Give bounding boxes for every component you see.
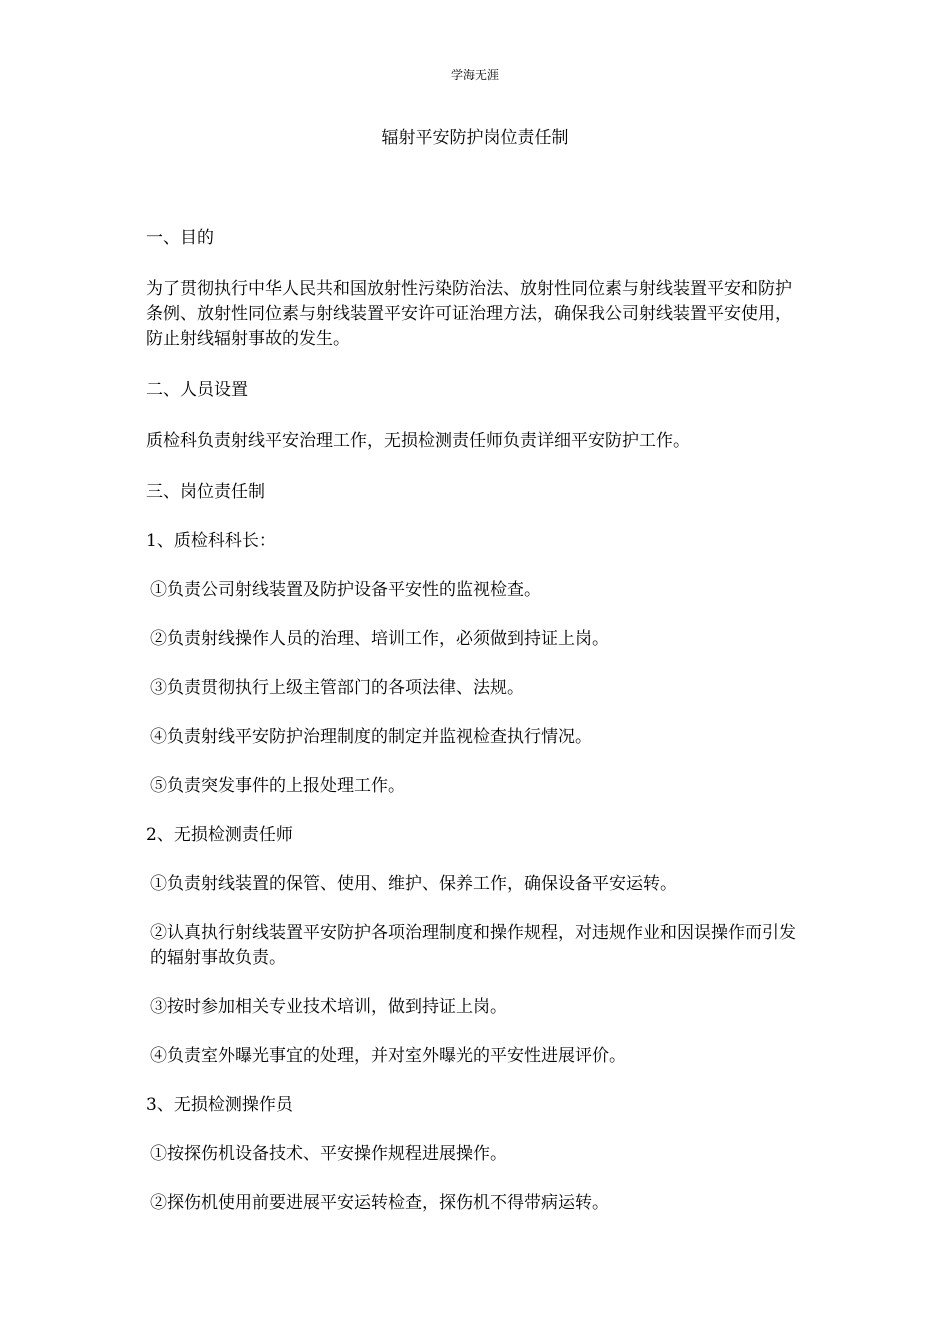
role-heading-qc-chief: 1、质检科科长： bbox=[146, 531, 276, 551]
section-heading-responsibilities: 三、岗位责任制 bbox=[146, 482, 265, 502]
paragraph-purpose: 为了贯彻执行中华人民共和国放射性污染防治法、放射性同位素与射线装置平安和防护条例、放射性同位素与射线装置平安许可证治理方法，确保我公司射线装置平安使用，防止射线辐射事故的发生。 bbox=[146, 279, 792, 349]
document-title: 辐射平安防护岗位责任制 bbox=[381, 128, 569, 148]
list-item: ①负责射线装置的保管、使用、维护、保养工作，确保设备平安运转。 bbox=[150, 874, 677, 894]
page-header: 学海无涯 bbox=[450, 68, 499, 82]
list-item: ④负责室外曝光事宜的处理，并对室外曝光的平安性进展评价。 bbox=[150, 1046, 626, 1066]
list-item: ②认真执行射线装置平安防护各项治理制度和操作规程，对违规作业和因误操作而引发的辐射事故负责。 bbox=[150, 923, 796, 968]
list-item: ③按时参加相关专业技术培训，做到持证上岗。 bbox=[150, 997, 507, 1017]
section-heading-purpose: 一、目的 bbox=[146, 228, 214, 248]
list-item: ①负责公司射线装置及防护设备平安性的监视检查。 bbox=[150, 580, 541, 600]
document-body bbox=[146, 226, 806, 1216]
section-heading-staffing: 二、人员设置 bbox=[146, 380, 248, 400]
list-item: ②负责射线操作人员的治理、培训工作，必须做到持证上岗。 bbox=[150, 629, 609, 649]
list-item: ①按探伤机设备技术、平安操作规程进展操作。 bbox=[150, 1144, 507, 1164]
list-item: ③负责贯彻执行上级主管部门的各项法律、法规。 bbox=[150, 678, 524, 698]
role-heading-ndt-operator: 3、无损检测操作员 bbox=[146, 1095, 293, 1115]
role-heading-ndt-engineer: 2、无损检测责任师 bbox=[146, 825, 293, 845]
list-item: ⑤负责突发事件的上报处理工作。 bbox=[150, 776, 405, 796]
paragraph-staffing: 质检科负责射线平安治理工作，无损检测责任师负责详细平安防护工作。 bbox=[146, 431, 690, 451]
list-item: ④负责射线平安防护治理制度的制定并监视检查执行情况。 bbox=[150, 727, 592, 747]
list-item: ②探伤机使用前要进展平安运转检查，探伤机不得带病运转。 bbox=[150, 1193, 609, 1213]
